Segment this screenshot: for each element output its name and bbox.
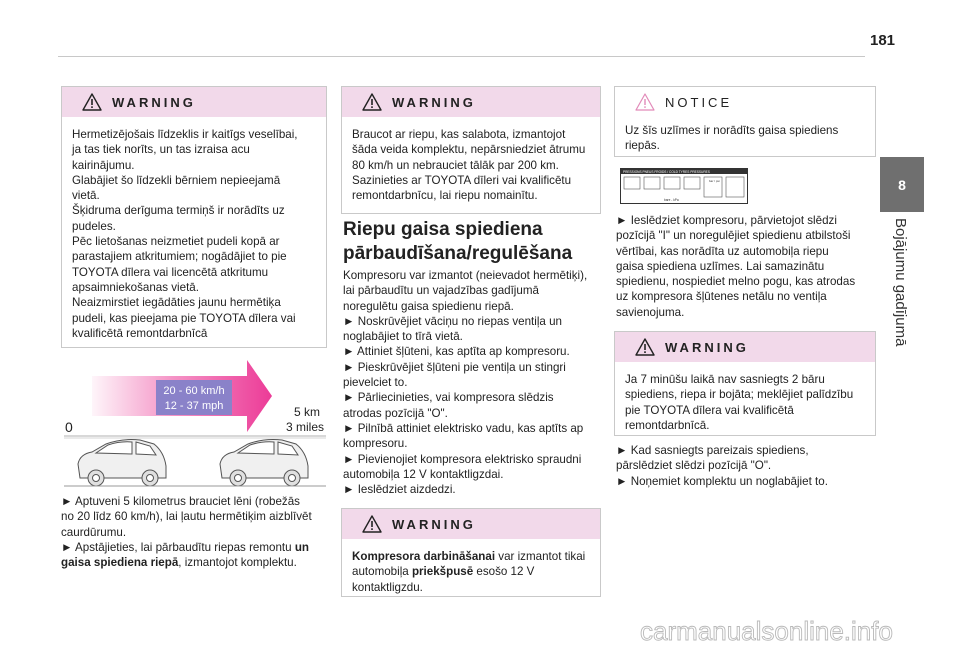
text-line: caurdūrumu. (61, 525, 127, 539)
text-line: TOYOTA dīlera vai licencētā atkritumu (72, 265, 269, 279)
warning-box-pressure-time (614, 331, 876, 436)
text-line: gaisa spiediena uzlīmes. Lai samazinātu (616, 259, 825, 273)
text-line: Braucot ar riepu, kas salabota, izmantojot (352, 128, 566, 141)
text-line: Šķidruma derīguma termiņš ir norādīts uz (72, 204, 285, 218)
text-line: ► Pieskrūvējiet šļūteni pie ventiļa un stingri (343, 360, 566, 374)
warning-icon (635, 338, 655, 356)
text-line: Sazinieties ar TOYOTA dīleri vai kvalificētu (352, 173, 572, 187)
text-line: spiediens, riepa ir bojāta; meklējiet palīdzību (625, 388, 854, 402)
text-line: ► Ieslēdziet kompresoru, pārvietojot slēdzi (616, 214, 837, 227)
notice-header (615, 87, 875, 117)
text-line: kontaktligzdu. (352, 580, 423, 594)
svg-text:bare - kPa: bare - kPa (664, 198, 679, 202)
text-line: Uz šīs uzlīmes ir norādīts gaisa spiediens (625, 124, 839, 137)
notice-box (614, 86, 876, 157)
title-line: Riepu gaisa spiediena (343, 219, 543, 240)
section-instructions (343, 268, 605, 497)
speed-kmh-label: 20 - 60 km/h (163, 385, 225, 397)
warning-header (62, 87, 326, 117)
text-line: Ja 7 minūšu laikā nav sasniegts 2 bāru (625, 373, 825, 386)
warning-icon (362, 515, 382, 533)
speed-mph-label: 12 - 37 mph (164, 400, 224, 412)
warning-header (615, 332, 875, 362)
notice-body (615, 117, 875, 164)
warning-box-speed-limit (341, 86, 601, 214)
svg-text:bar / psi: bar / psi (709, 179, 720, 183)
text-line: Pēc lietošanas neizmetiet pudeli kopā ar (72, 235, 280, 249)
warning-label: WARNING (392, 94, 476, 110)
final-instructions (616, 443, 886, 489)
distance-miles-label: 3 miles (285, 420, 324, 434)
text-line: pievelciet to. (343, 376, 408, 390)
text-line: lai pārbaudītu un vajadzības gadījumā (343, 284, 539, 298)
title-line: pārbaudīšana/regulēšana (343, 243, 573, 264)
warning-label: WARNING (665, 339, 749, 355)
text-line: kvalificētā remontdarbnīcā (72, 326, 208, 340)
text-line: pie TOYOTA dīlera vai kvalificētā (625, 403, 794, 417)
text-line: ► Pārliecinieties, vai kompresora slēdzis (343, 391, 554, 405)
warning-label: WARNING (392, 516, 476, 532)
warning-body (62, 117, 326, 351)
text-line: remontdarbnīcu, lai riepu nomainītu. (352, 189, 538, 203)
text-line: vietā. (72, 189, 100, 203)
text-line: ► Ieslēdziet aizdedzi. (343, 483, 456, 497)
text-line: Glabājiet šo līdzekli bērniem nepieejamā (72, 173, 281, 187)
left-instructions (61, 494, 333, 570)
text-line: kompresoru. (343, 437, 408, 451)
header-divider (58, 56, 865, 57)
text-line: automobiļa 12 V kontaktligzdai. (343, 467, 504, 481)
speed-distance-illustration (62, 358, 330, 490)
text-line: kairinājumu. (72, 158, 135, 172)
text-line: parastajiem atkritumiem; nogādājiet to pie (72, 250, 287, 264)
text-line: noregulētu gaisa spiedienu riepā. (343, 299, 514, 313)
warning-icon (82, 93, 102, 111)
car-icon (78, 440, 166, 487)
warning-header (342, 509, 600, 539)
text-line: apsaimniekošanas vietā. (72, 280, 199, 294)
car-icon (220, 440, 308, 487)
warning-body (615, 362, 875, 443)
text-line: uz kompresora šļūtenes netālu no ventiļa (616, 290, 827, 304)
text-line: pudeli, kas pieejama pie TOYOTA dīlera vai (72, 311, 296, 325)
text-line: Hermetizējošais līdzeklis ir kaitīgs veselībai, (72, 128, 298, 141)
text-line: noglabājiet to tīrā vietā. (343, 330, 463, 344)
text-line: ► Apstājieties, lai pārbaudītu riepas remontu un (61, 540, 310, 554)
text-line: remontdarbnīcā. (625, 418, 710, 432)
text-line: savienojuma. (616, 305, 685, 319)
svg-text:carmanualsonline.info: carmanualsonline.info (640, 616, 893, 646)
svg-text:PRESSIONS PNEUS FROIDS / COLD: PRESSIONS PNEUS FROIDS / COLD TYRES PRESSURES (623, 170, 710, 174)
warning-label: WARNING (112, 94, 196, 110)
text-line: 80 km/h un nebrauciet tālāk par 200 km. (352, 158, 559, 172)
section-title (343, 218, 572, 266)
text-line: ja tas tiek norīts, un tas izraisa acu (72, 143, 250, 157)
distance-km-label: 5 km (293, 405, 320, 419)
text-line: ► Attiniet šļūteni, kas aptīta ap kompresoru. (343, 345, 570, 359)
text-line: vērtībai, kas norādīta uz automobiļa riepu (616, 244, 829, 258)
text-line: ► Kad sasniegts pareizais spiediens, (616, 444, 809, 457)
text-line: ► Noņemiet komplektu un noglabājiet to. (616, 474, 828, 488)
warning-body (342, 117, 600, 213)
text-line: spiedienu, nospiediet melno pogu, kas atrodas (616, 275, 856, 289)
right-instructions (616, 213, 886, 320)
warning-header (342, 87, 600, 117)
tyre-pressure-label-image (620, 168, 748, 204)
warning-box-sealant (61, 86, 327, 348)
chapter-title: Bojājumu gadījumā (892, 218, 909, 347)
text-line: automobiļa priekšpusē esošo 12 V (352, 565, 535, 579)
text-line: ► Pievienojiet kompresora elektrisko spraudni (343, 452, 582, 466)
warning-icon (362, 93, 382, 111)
text-line: šāda veida komplektu, nepārsniedziet ātrumu (352, 143, 586, 157)
text-line: Neaizmirstiet iegādāties jaunu hermētiķa (72, 296, 281, 310)
chapter-tab[interactable]: 8 (880, 157, 924, 212)
text-line: pozīcijā "I" un noregulējiet spiedienu atbilstoši (616, 229, 851, 243)
text-line: Kompresoru var izmantot (neievadot hermētiķi), (343, 269, 588, 282)
page-number: 181 (870, 32, 896, 49)
text-line: ► Pilnībā attiniet elektrisko vadu, kas aptīts ap (343, 421, 584, 435)
text-line: riepās. (625, 139, 660, 153)
warning-body (342, 539, 600, 605)
watermark (640, 614, 950, 648)
text-line: ► Aptuveni 5 kilometrus brauciet lēni (robežās (61, 495, 300, 508)
text-line: ► Noskrūvējiet vāciņu no riepas ventiļa un (343, 314, 562, 328)
notice-icon (635, 93, 655, 111)
text-line: Kompresora darbināšanai var izmantot tikai (352, 550, 586, 563)
text-line: gaisa spiediena riepā, izmantojot komplektu. (61, 556, 297, 570)
text-line: atrodas pozīcijā "O". (343, 406, 448, 420)
warning-box-power-socket (341, 508, 601, 597)
text-line: no 20 līdz 60 km/h), lai ļautu hermētiķim aizblīvēt (61, 510, 312, 524)
text-line: pārslēdziet slēdzi pozīcijā "O". (616, 459, 772, 473)
text-line: pudeles. (72, 219, 116, 233)
notice-label: NOTICE (665, 94, 733, 110)
start-label: 0 (65, 419, 73, 435)
